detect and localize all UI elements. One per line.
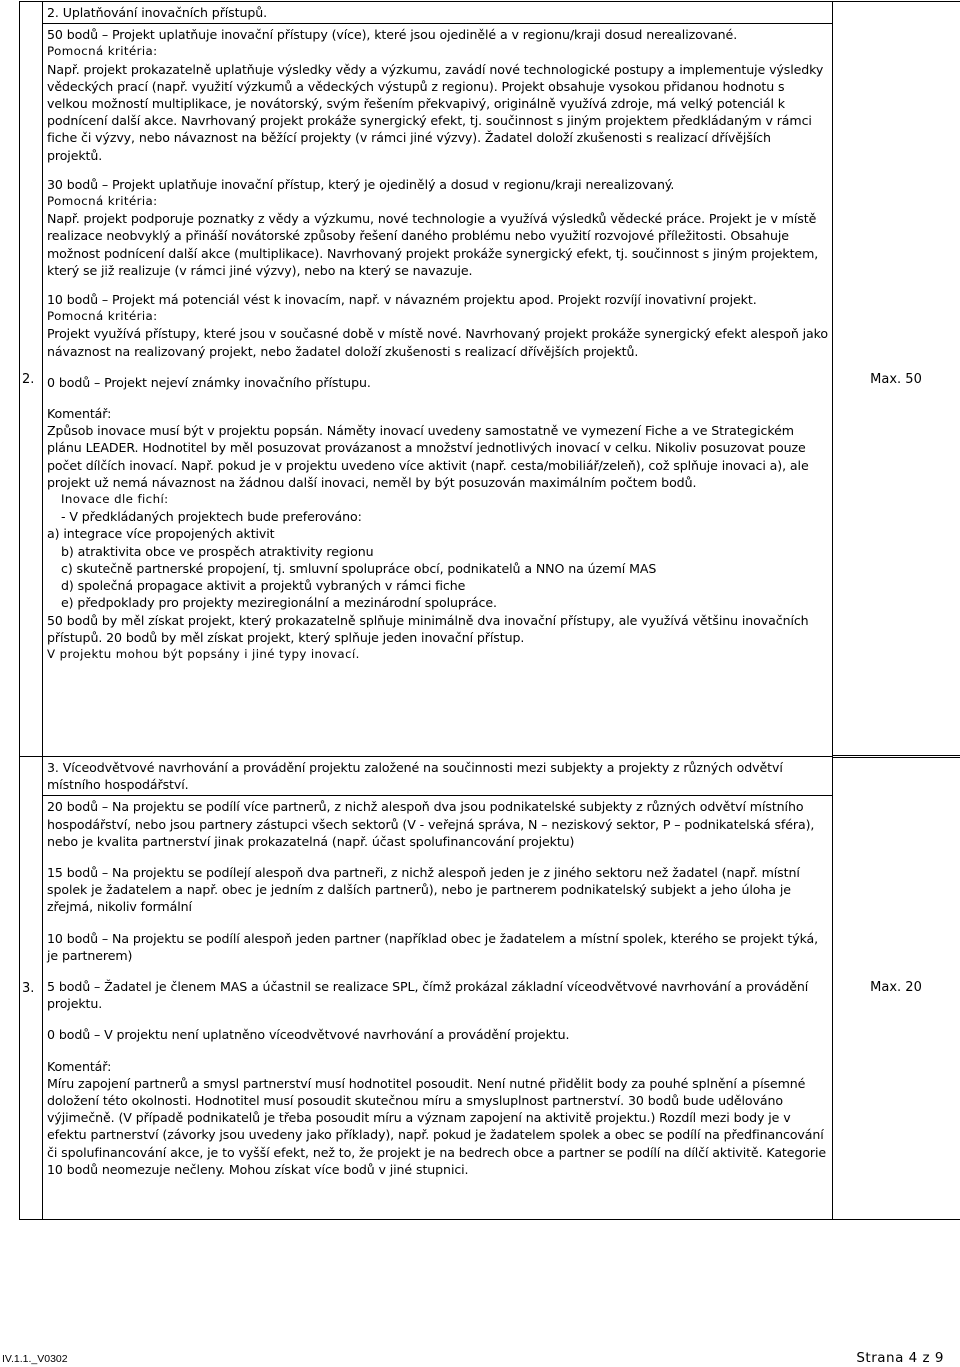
- criterion-title: 2. Uplatňování inovačních přístupů.: [47, 5, 268, 20]
- comment-label: Komentář:: [47, 406, 112, 422]
- page-number: Strana 4 z 9: [856, 1350, 944, 1366]
- fiche-item-e: e) předpoklady pro projekty meziregionální a mezinárodní spolupráce.: [61, 595, 497, 611]
- score-10: 10 bodů – Na projektu se podílí alespoň jeden partner (například obec je žadatelem a místní spolek, kterého se projekt týká, je partnerem): [47, 930, 819, 963]
- criterion-number: 2.: [20, 2, 43, 757]
- comment-label: Komentář:: [47, 1058, 112, 1074]
- score-50-text: Např. projekt prokazatelně uplatňuje výsledky vědy a výzkumu, zavádí nové technologické postupy a implementuje výsledky vědeckých prací (např. využití výzkumů a vědeckých výstupů z regionu). Projekt obsahuje vysokou přidanou hodnotu s velkou možností multiplikace, je novátorský, svým řešením překvapivý, originálně využívá zdroje, má velký potenciál k podnícení další akce. Navrhovaný projekt prokáže synergický efekt, tj. součinnost s jiným projektem předkládaným v rámci fiche či výzvy, nebo návaznost na běžící projekty (v rámci jiné výzvy). Žadatel doloží zkušenosti s realizací dřívějších projektů.: [47, 61, 824, 163]
- score-30-text: Např. projekt podporuje poznatky z vědy a výzkumu, nové technologie a využívá výsledků vědecké práce. Projekt je v místě realizace neobvyklý a přináší novátorské způsoby řešení daného problému nebo využití rozvojové příležitosti. Obsahuje možnost podnícení další akce (multiplikace). Navrhovaný projekt prokáže synergický efekt, tj. součinnost s jiným projektem, který se již realizuje (v rámci jiné výzvy), nebo na který se navazuje.: [47, 211, 819, 278]
- criterion-content: [43, 2, 833, 757]
- max-score-cell-2: [832, 1, 960, 758]
- divider: [43, 23, 832, 24]
- score-10-helper: Pomocná kritéria:: [47, 309, 158, 324]
- criterion-row-2: [20, 2, 833, 757]
- fiche-preference: - V předkládaných projektech bude preferováno:: [61, 509, 362, 525]
- max-score-cell-3: [832, 755, 960, 1220]
- score-50-helper: Pomocná kritéria:: [47, 44, 158, 59]
- max-score: Max. 50: [870, 372, 922, 387]
- fiche-item-a: a) integrace více propojených aktivit: [47, 526, 275, 542]
- score-15: 15 bodů – Na projektu se podílejí alespoň dva partneři, z nichž alespoň jeden je z jiného sektoru než žadatel (např. místní spolek je žadatelem a např. obec je jedním z dalších partnerů), nebo je partnerem podnikatelský subjekt a jeho úloha je zřejmá, nikoliv formální: [47, 865, 800, 915]
- criterion-number: 3.: [20, 757, 43, 1220]
- score-30-heading: 30 bodů – Projekt uplatňuje inovační přístup, který je ojedinělý a dosud v regionu/kraji nerealizovaný.: [47, 176, 675, 192]
- fiche-item-c: c) skutečně partnerské propojení, tj. smluvní spolupráce obcí, podnikatelů a NNO na území MAS: [61, 560, 657, 576]
- max-score: Max. 20: [870, 980, 922, 995]
- score-20: 20 bodů – Na projektu se podílí více partnerů, z nichž alespoň dva jsou podnikatelské subjekty z různých odvětví místního hospodářství, nebo jsou partnery zástupci všech sektorů (V - veřejná správa, N – neziskový sektor, P – podnikatelská sféra), nebo je kvalita partnerství jinak prokazatelná (např. účast spolufinancování projektu): [47, 799, 815, 849]
- fiche-item-b: b) atraktivita obce ve prospěch atraktivity regionu: [61, 543, 374, 559]
- score-0-heading: 0 bodů – Projekt nejeví známky inovačního přístupu.: [47, 374, 371, 390]
- fiche-score: 50 bodů by měl získat projekt, který prokazatelně splňuje minimálně dva inovační přístupy, ale využívá většinu inovačních přístupů. 20 bodů by měl získat projekt, který splňuje jeden inovační přístup.: [47, 612, 809, 645]
- criterion-title: 3. Víceodvětvové navrhování a provádění projektu založené na součinnosti mezi subjekty a projekty z různých odvětví místního hospodářství.: [47, 760, 783, 793]
- score-50-heading: 50 bodů – Projekt uplatňuje inovační přístupy (více), které jsou ojedinělé a v regionu/kraji dosud nerealizované.: [47, 27, 738, 43]
- comment-text: Míru zapojení partnerů a smysl partnerství musí hodnotitel posoudit. Není nutné přidělit body za pouhé splnění a písemné doložení této okolnosti. Hodnotitel musí posoudit skutečnou míru a smysluplnost partnerství. 30 bodů bude udělováno výjimečně. (V případě podnikatelů je třeba posoudit míru a význam zapojení na aktivitě projektu.) Rozdíl mezi body je v efektu partnerství (závorky jsou uvedeny jako příklady), např. pokud je žadatelem spolek a obec se podílí na předfinancování či spolufinancování akce, je to vyšší efekt, než to, že projekt je na bedrech obce a partner se podílí na dílčí aktivitě. Kategorie 10 bodů neomezuje nečleny. Mohou získat více bodů v jiné stupnici.: [47, 1075, 827, 1177]
- score-5: 5 bodů – Žadatel je členem MAS a účastnil se realizace SPL, čímž prokázal základní víceodvětvové navrhování a provádění projektu.: [47, 979, 809, 1012]
- divider: [43, 795, 832, 796]
- score-10-heading: 10 bodů – Projekt má potenciál vést k inovacím, např. v návazném projektu apod. Projekt rozvíjí inovativní projekt.: [47, 292, 757, 308]
- comment-text: Způsob inovace musí být v projektu popsán. Náměty inovací uvedeny samostatně ve vymezení Fiche a ve Strategickém plánu LEADER. Hodnotitel by měl posuzovat provázanost a množství jednotlivých inovací v celku. Nikoliv posuzovat pouze počet dílčích inovací. Např. pokud je v projektu uvedeno více aktivit (např. cesta/mobiliář/zeleň), což splňuje inovaci a), ale projekt už nemá návaznost na žádnou další inovaci, neměl by být posuzován maximálním počtem bodů.: [47, 423, 809, 490]
- criterion-content: [43, 757, 833, 1220]
- criterion-row-3: [20, 757, 833, 1220]
- score-0: 0 bodů – V projektu není uplatněno víceodvětvové navrhování a provádění projektu.: [47, 1027, 570, 1043]
- score-30-helper: Pomocná kritéria:: [47, 194, 158, 209]
- fiche-label: Inovace dle fichí:: [61, 492, 169, 507]
- fiche-note: V projektu mohou být popsány i jiné typy inovací.: [47, 646, 360, 661]
- document-code: IV.1.1._V0302: [2, 1353, 68, 1365]
- criteria-table: [19, 1, 833, 1220]
- fiche-item-d: d) společná propagace aktivit a projektů vybraných v rámci fiche: [61, 578, 466, 594]
- score-10-text: Projekt využívá přístupy, které jsou v současné době v místě nové. Navrhovaný projekt prokáže synergický efekt alespoň jako návaznost na realizovaný projekt, nebo žadatel doloží zkušenosti s realizací dřívějších projektů.: [47, 326, 829, 359]
